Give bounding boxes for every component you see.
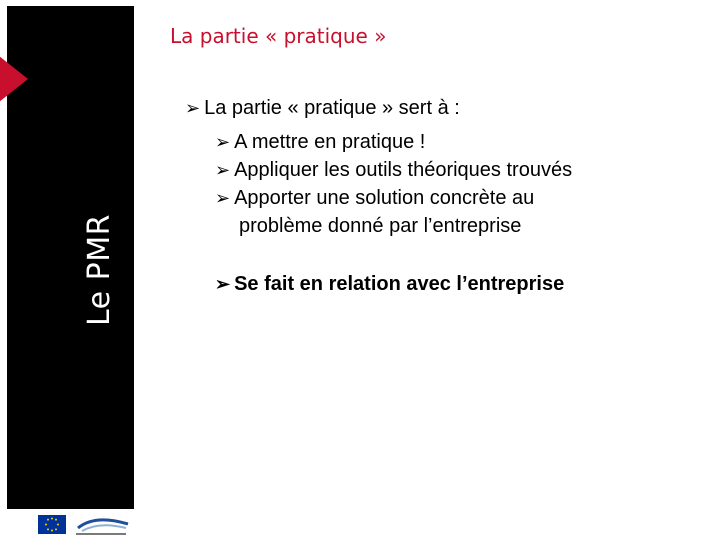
arrow-bullet-icon: ➢ xyxy=(215,188,231,208)
arrow-bullet-icon: ➢ xyxy=(215,160,231,180)
slide-title: La partie « pratique » xyxy=(170,24,387,48)
bullet-item: ➢ A mettre en pratique ! xyxy=(215,131,426,153)
slide-marker-icon xyxy=(0,56,28,102)
bullet-item: ➢ La partie « pratique » sert à : xyxy=(185,97,460,119)
sidebar-title: Le PMR xyxy=(82,214,117,326)
bullet-item: ➢ Se fait en relation avec l’entreprise xyxy=(215,273,565,295)
bullet-item: ➢ Apporter une solution concrète au xyxy=(215,187,535,209)
sidebar-panel xyxy=(7,6,134,509)
arrow-bullet-icon: ➢ xyxy=(215,132,231,152)
arrow-bullet-icon: ➢ xyxy=(185,98,201,118)
arrow-bullet-icon: ➢ xyxy=(215,274,231,294)
eu-flag-icon xyxy=(38,515,66,534)
bullet-item: ➢ Appliquer les outils théoriques trouvés xyxy=(215,159,573,181)
partner-logo-icon xyxy=(74,514,132,538)
bullet-continuation: problème donné par l’entreprise xyxy=(239,215,522,237)
footer-logos xyxy=(38,514,133,538)
